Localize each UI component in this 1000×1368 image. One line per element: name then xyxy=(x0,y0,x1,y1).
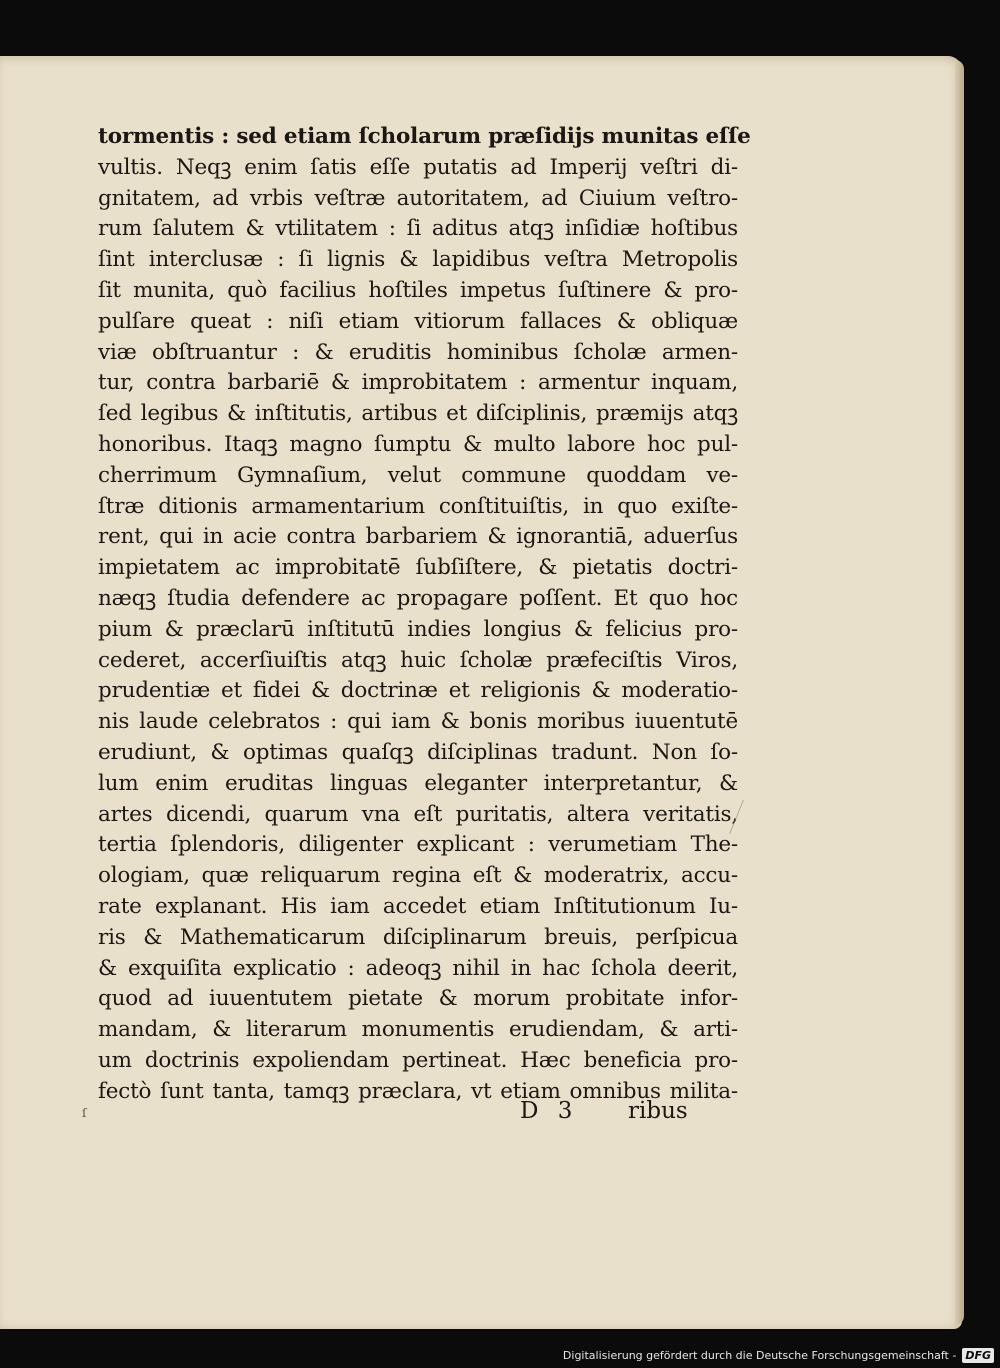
text-line: lum enim eruditas linguas eleganter interpretantur, & xyxy=(98,770,738,796)
text-line: ologiam, quæ reliquarum regina eſt & moderatrix, accu- xyxy=(98,863,738,889)
text-line: impietatem ac improbitatē ſubſiſtere, & pietatis doctri- xyxy=(98,555,738,581)
text-line: ris & Mathematicarum diſciplinarum breuis, perſpicua xyxy=(98,924,738,950)
body-text xyxy=(98,122,751,1108)
text-line: vultis. Neqꝫ enim ſatis eſſe putatis ad Imperij veſtri di- xyxy=(98,154,738,180)
text-line: nis laude celebratos : qui iam & bonis moribus iuuentutē xyxy=(98,709,738,735)
text-line: ſint interclusæ : ſi lignis & lapidibus veſtra Metropolis xyxy=(98,247,738,273)
signature-mark: D 3 xyxy=(520,1098,579,1124)
funding-banner xyxy=(563,1344,994,1366)
text-line: ſtræ ditionis armamentarium conſtituiſtis, in quo exiſte- xyxy=(98,493,738,519)
text-line: artes dicendi, quarum vna eſt puritatis, altera veritatis, xyxy=(98,801,738,827)
text-line: ſed legibus & inſtitutis, artibus et diſciplinis, præmijs atqꝫ xyxy=(98,401,738,427)
text-line: næqꝫ ſtudia defendere ac propagare poſſent. Et quo hoc xyxy=(98,585,738,611)
text-line: cherrimum Gymnaſium, velut commune quoddam ve- xyxy=(98,462,738,488)
margin-mark: ſ xyxy=(82,1106,87,1120)
text-line: um doctrinis expoliendam pertineat. Hæc beneficia pro- xyxy=(98,1047,738,1073)
funding-text: Digitalisierung gefördert durch die Deutsche Forschungsgemeinschaft - xyxy=(562,1348,957,1362)
text-line: rum ſalutem & vtilitatem : ſi aditus atqꝫ inſidiæ hoſtibus xyxy=(98,216,738,242)
text-line: erudiunt, & optimas quaſqꝫ diſciplinas tradunt. Non ſo- xyxy=(98,739,738,765)
text-line: pium & præclarū inſtitutū indies longius & felicius pro- xyxy=(98,616,738,642)
text-line: cederet, accerſiuiſtis atqꝫ huic ſcholæ præfeciſtis Viros, xyxy=(98,647,738,673)
text-line: mandam, & literarum monumentis erudiendam, & arti- xyxy=(98,1017,738,1043)
catchword: ribus xyxy=(628,1098,688,1124)
text-line: tertia ſplendoris, diligenter explicant : verumetiam The- xyxy=(98,832,738,858)
text-line: prudentiæ et fidei & doctrinæ et religionis & moderatio- xyxy=(98,678,738,704)
dfg-logo[interactable]: DFG xyxy=(962,1348,994,1363)
text-line: rent, qui in acie contra barbariem & ignorantiā, aduerſus xyxy=(98,524,738,550)
text-line: tormentis : sed etiam ſcholarum præſidijs munitas eſſe xyxy=(98,124,751,149)
text-line: tur, contra barbariē & improbitatem : armentur inquam, xyxy=(98,370,738,396)
page-edge xyxy=(955,60,964,1325)
text-line: gnitatem, ad vrbis veſtræ autoritatem, ad Ciuium veſtro- xyxy=(98,185,738,211)
text-line: honoribus. Itaqꝫ magno ſumptu & multo labore hoc pul- xyxy=(98,431,738,457)
text-line: fectò ſunt tanta, tamqꝫ præclara, vt etiam omnibus milita- xyxy=(98,1078,738,1104)
text-line: ſit munita, quò facilius hoſtiles impetus ſuſtinere & pro- xyxy=(98,277,738,303)
text-line: rate explanant. His iam accedet etiam Inſtitutionum Iu- xyxy=(98,893,738,919)
text-line: viæ obſtruantur : & eruditis hominibus ſcholæ armen- xyxy=(98,339,738,365)
text-line: quod ad iuuentutem pietate & morum probitate infor- xyxy=(98,986,738,1012)
text-line: & exquiſita explicatio : adeoqꝫ nihil in hac ſchola deerit, xyxy=(98,955,738,981)
text-line: pulſare queat : niſi etiam vitiorum fallaces & obliquæ xyxy=(98,308,738,334)
